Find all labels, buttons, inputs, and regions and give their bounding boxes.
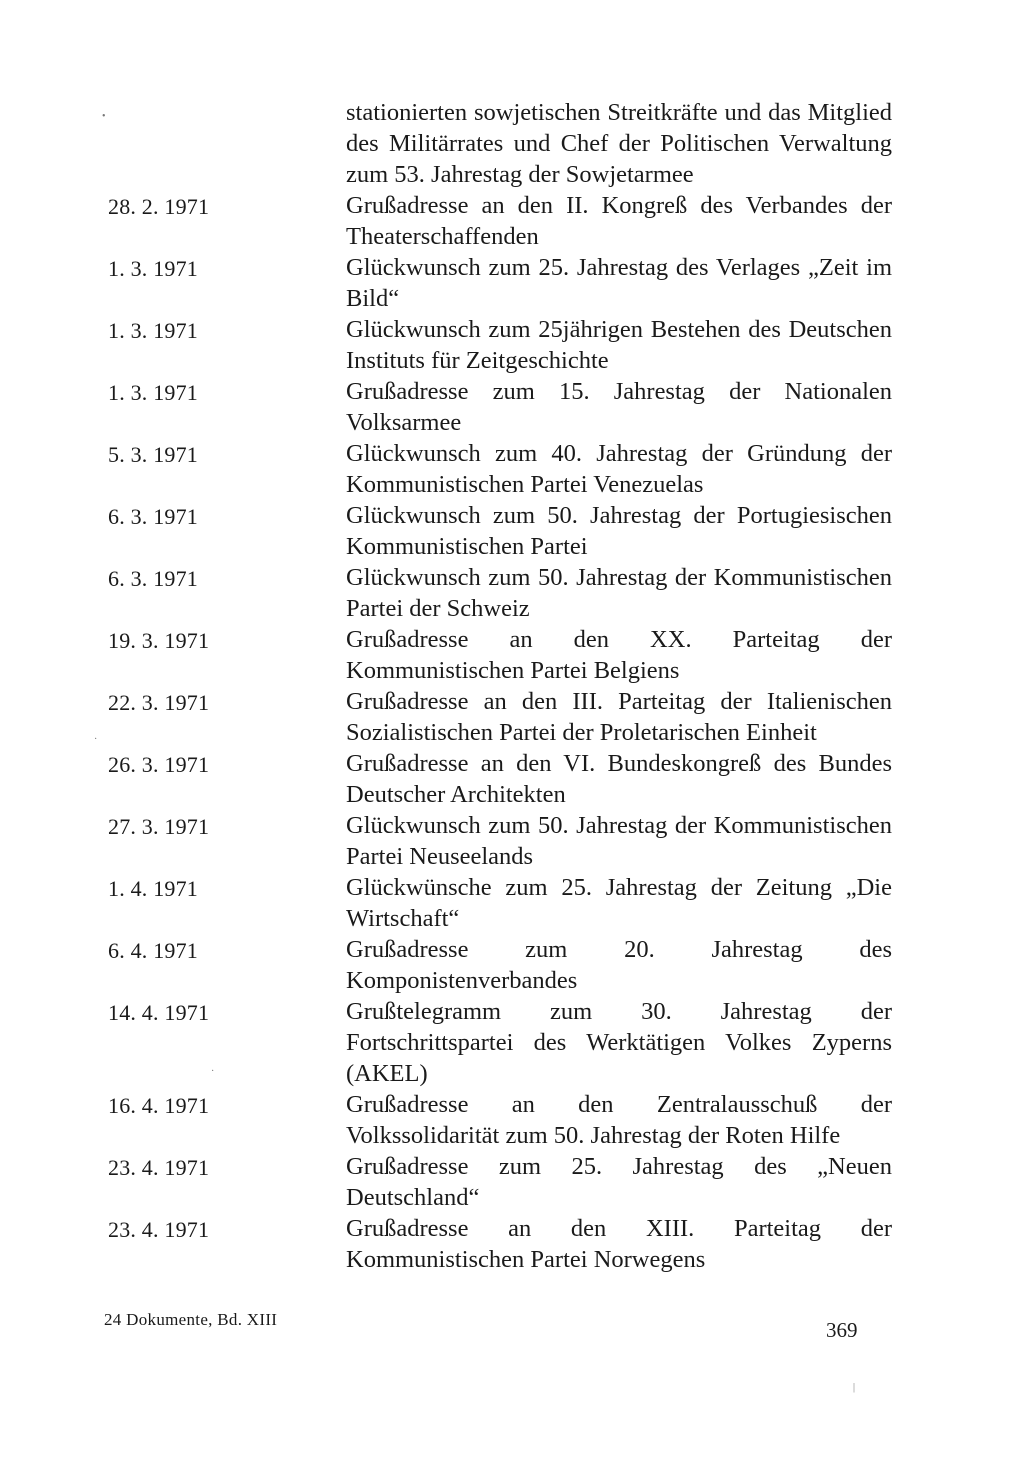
- chronology-entry: [108, 376, 898, 438]
- entry-date: 6. 3. 1971: [108, 566, 198, 591]
- entry-text: Glückwunsch zum 25jährigen Bestehen des Deutschen Instituts für Zeitgeschichte: [346, 316, 892, 374]
- entry-text: Grußadresse an den III. Parteitag der Italienischen Sozialistischen Partei der Proletarischen Einheit: [346, 688, 892, 746]
- entry-date: [108, 97, 346, 98]
- entry-date: 6. 3. 1971: [108, 504, 198, 529]
- chronology-list: [108, 97, 898, 1275]
- printer-signature: 24 Dokumente, Bd. XIII: [104, 1310, 278, 1329]
- chronology-entry: [108, 97, 898, 190]
- entry-text: Glückwunsch zum 50. Jahrestag der Portugiesischen Kommunistischen Partei: [346, 502, 892, 560]
- page-number: 369: [826, 1318, 858, 1342]
- chronology-entry: [108, 996, 898, 1089]
- scan-speck: ·: [211, 1066, 215, 1077]
- entry-date: 1. 4. 1971: [108, 876, 198, 901]
- entry-date: 19. 3. 1971: [108, 628, 210, 653]
- entry-text: stationierten sowjetischen Streitkräfte und das Mitglied des Militärrates und Chef der Politischen Verwaltung zum 53. Jahrestag der Sowjetarmee: [346, 99, 892, 188]
- chronology-entry: [108, 314, 898, 376]
- chronology-entry: [108, 872, 898, 934]
- entry-date: 14. 4. 1971: [108, 1000, 210, 1025]
- entry-date: 22. 3. 1971: [108, 690, 210, 715]
- entry-date: 5. 3. 1971: [108, 442, 198, 467]
- entry-text: Grußadresse zum 25. Jahrestag des „Neuen Deutschland“: [346, 1153, 892, 1211]
- scan-speck: |: [853, 1382, 856, 1393]
- chronology-entry: [108, 748, 898, 810]
- entry-text: Glückwunsch zum 25. Jahrestag des Verlages „Zeit im Bild“: [346, 254, 892, 312]
- entry-date: 27. 3. 1971: [108, 814, 210, 839]
- entry-text: Grußadresse an den Zentralausschuß der Volkssolidarität zum 50. Jahrestag der Roten Hilfe: [346, 1091, 892, 1149]
- chronology-entry: [108, 252, 898, 314]
- entry-text: Grußadresse zum 20. Jahrestag des Komponistenverbandes: [346, 936, 892, 994]
- chronology-entry: [108, 686, 898, 748]
- entry-date: 28. 2. 1971: [108, 194, 210, 219]
- entry-text: Grußtelegramm zum 30. Jahrestag der Fortschrittspartei des Werktätigen Volkes Zyperns (AKEL): [346, 998, 892, 1087]
- scan-speck: •: [102, 111, 106, 122]
- chronology-entry: [108, 810, 898, 872]
- entry-date: 23. 4. 1971: [108, 1217, 210, 1242]
- entry-date: 1. 3. 1971: [108, 318, 198, 343]
- entry-text: Grußadresse an den XIII. Parteitag der Kommunistischen Partei Norwegens: [346, 1215, 892, 1273]
- entry-date: 23. 4. 1971: [108, 1155, 210, 1180]
- entry-text: Grußadresse an den VI. Bundeskongreß des Bundes Deutscher Architekten: [346, 750, 892, 808]
- entry-text: Glückwunsch zum 40. Jahrestag der Gründung der Kommunistischen Partei Venezuelas: [346, 440, 892, 498]
- entry-date: 26. 3. 1971: [108, 752, 210, 777]
- entry-date: 16. 4. 1971: [108, 1093, 210, 1118]
- entry-text: Glückwunsch zum 50. Jahrestag der Kommunistischen Partei Neuseelands: [346, 812, 892, 870]
- chronology-entry: [108, 562, 898, 624]
- entry-date: 1. 3. 1971: [108, 256, 198, 281]
- entry-text: Glückwunsch zum 50. Jahrestag der Kommunistischen Partei der Schweiz: [346, 564, 892, 622]
- chronology-entry: [108, 934, 898, 996]
- chronology-entry: [108, 190, 898, 252]
- entry-text: Grußadresse zum 15. Jahrestag der Nationalen Volksarmee: [346, 378, 892, 436]
- chronology-entry: [108, 624, 898, 686]
- entry-text: Grußadresse an den XX. Parteitag der Kommunistischen Partei Belgiens: [346, 626, 892, 684]
- entry-date: 1. 3. 1971: [108, 380, 198, 405]
- chronology-entry: [108, 1089, 898, 1151]
- scan-speck: ·: [94, 734, 98, 745]
- entry-text: Grußadresse an den II. Kongreß des Verbandes der Theaterschaffenden: [346, 192, 892, 250]
- chronology-entry: [108, 500, 898, 562]
- chronology-entry: [108, 1151, 898, 1213]
- entry-date: 6. 4. 1971: [108, 938, 198, 963]
- entry-text: Glückwünsche zum 25. Jahrestag der Zeitung „Die Wirtschaft“: [346, 874, 892, 932]
- chronology-entry: [108, 1213, 898, 1275]
- chronology-entry: [108, 438, 898, 500]
